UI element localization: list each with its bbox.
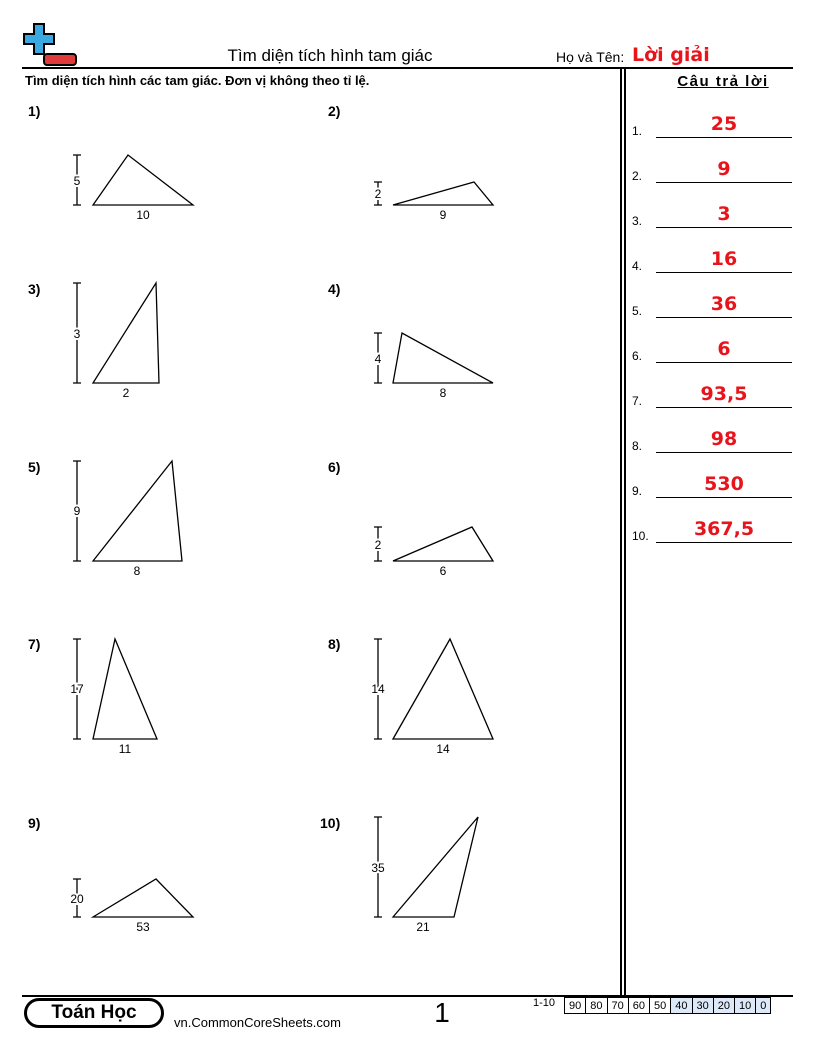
- answer-row: [632, 458, 792, 498]
- triangle-10: [393, 817, 478, 917]
- height-label: 17: [70, 682, 84, 696]
- base-label: 10: [136, 208, 150, 222]
- answer-line: [656, 317, 792, 318]
- answer-row: [632, 368, 792, 408]
- problem-label: 8): [328, 636, 341, 652]
- height-label: 20: [70, 892, 84, 906]
- answer-line: [656, 407, 792, 408]
- page-number: 1: [434, 997, 450, 1028]
- answer-number: 2.: [632, 169, 643, 183]
- answer-number: 5.: [632, 304, 643, 318]
- name-label: Họ và Tên:: [556, 49, 625, 65]
- answer-value: 93,5: [700, 383, 748, 405]
- base-label: 8: [439, 386, 447, 400]
- answer-line: [656, 137, 792, 138]
- answer-value: 6: [717, 338, 731, 360]
- answer-value: 9: [717, 158, 731, 180]
- base-label: 8: [133, 564, 141, 578]
- score-table: [564, 997, 771, 1014]
- answer-line: [656, 182, 792, 183]
- height-label: 2: [374, 187, 382, 201]
- site-url: vn.CommonCoreSheets.com: [174, 1015, 341, 1030]
- answer-line: [656, 362, 792, 363]
- score-cell: 70: [607, 998, 628, 1014]
- base-label: 21: [416, 920, 430, 934]
- height-label: 2: [374, 538, 382, 552]
- base-label: 2: [122, 386, 130, 400]
- score-cell: 50: [650, 998, 671, 1014]
- answer-row: [632, 188, 792, 228]
- problem-label: 2): [328, 103, 341, 119]
- triangle-7: [93, 639, 157, 739]
- answer-number: 9.: [632, 484, 643, 498]
- problem-label: 3): [28, 281, 41, 297]
- score-cell: 20: [713, 998, 734, 1014]
- answer-row: [632, 323, 792, 363]
- height-label: 35: [371, 861, 385, 875]
- answer-value: 16: [710, 248, 738, 270]
- answer-line: [656, 227, 792, 228]
- answer-value: 3: [717, 203, 731, 225]
- score-cell: 90: [565, 998, 586, 1014]
- page-title: Tìm diện tích hình tam giác: [227, 46, 433, 65]
- height-label: 9: [73, 504, 81, 518]
- triangle-4: [393, 333, 493, 383]
- instructions: Tìm diện tích hình các tam giác. Đơn vị không theo tỉ lệ.: [25, 73, 370, 88]
- triangle-3: [93, 283, 159, 383]
- name-value: Lời giải: [632, 44, 710, 66]
- answer-value: 367,5: [693, 518, 755, 540]
- height-label: 4: [374, 352, 382, 366]
- base-label: 14: [436, 742, 450, 756]
- height-label: 5: [73, 174, 81, 188]
- answer-row: [632, 143, 792, 183]
- problem-label: 9): [28, 815, 41, 831]
- problem-label: 10): [320, 815, 341, 831]
- score-cell: 10: [735, 998, 756, 1014]
- answer-key-title: Câu trả lời: [677, 73, 769, 90]
- answer-value: 36: [710, 293, 738, 315]
- answer-row: [632, 98, 792, 138]
- problem-label: 4): [328, 281, 341, 297]
- score-cell: 30: [692, 998, 713, 1014]
- problem-label: 5): [28, 459, 41, 475]
- score-cell: 80: [586, 998, 607, 1014]
- problem-label: 6): [328, 459, 341, 475]
- answer-number: 4.: [632, 259, 643, 273]
- answer-line: [656, 452, 792, 453]
- answer-value: 530: [704, 473, 744, 495]
- answer-number: 10.: [632, 529, 649, 543]
- triangle-2: [393, 182, 493, 205]
- score-cell: 0: [756, 998, 771, 1014]
- answer-number: 6.: [632, 349, 643, 363]
- triangle-9: [93, 879, 193, 917]
- answer-number: 3.: [632, 214, 643, 228]
- score-range-label: 1-10: [533, 997, 556, 1009]
- column-divider: [620, 67, 626, 995]
- answer-row: [632, 503, 792, 543]
- answer-row: [632, 413, 792, 453]
- base-label: 9: [439, 208, 447, 222]
- base-label: 11: [118, 742, 132, 756]
- answer-line: [656, 542, 792, 543]
- answer-number: 8.: [632, 439, 643, 453]
- answer-value: 98: [710, 428, 738, 450]
- base-label: 53: [136, 920, 150, 934]
- brand-badge: Toán Học: [24, 998, 164, 1028]
- triangle-6: [393, 527, 493, 561]
- problem-label: 1): [28, 103, 41, 119]
- triangle-1: [93, 155, 193, 205]
- answer-number: 7.: [632, 394, 643, 408]
- answer-row: [632, 233, 792, 273]
- answer-line: [656, 272, 792, 273]
- triangle-5: [93, 461, 182, 561]
- height-label: 14: [371, 682, 385, 696]
- answer-row: [632, 278, 792, 318]
- score-cell: 60: [628, 998, 649, 1014]
- score-cell: 40: [671, 998, 692, 1014]
- answer-line: [656, 497, 792, 498]
- height-label: 3: [73, 327, 81, 341]
- triangle-8: [393, 639, 493, 739]
- problem-label: 7): [28, 636, 41, 652]
- base-label: 6: [439, 564, 447, 578]
- answer-value: 25: [710, 113, 738, 135]
- answer-number: 1.: [632, 124, 643, 138]
